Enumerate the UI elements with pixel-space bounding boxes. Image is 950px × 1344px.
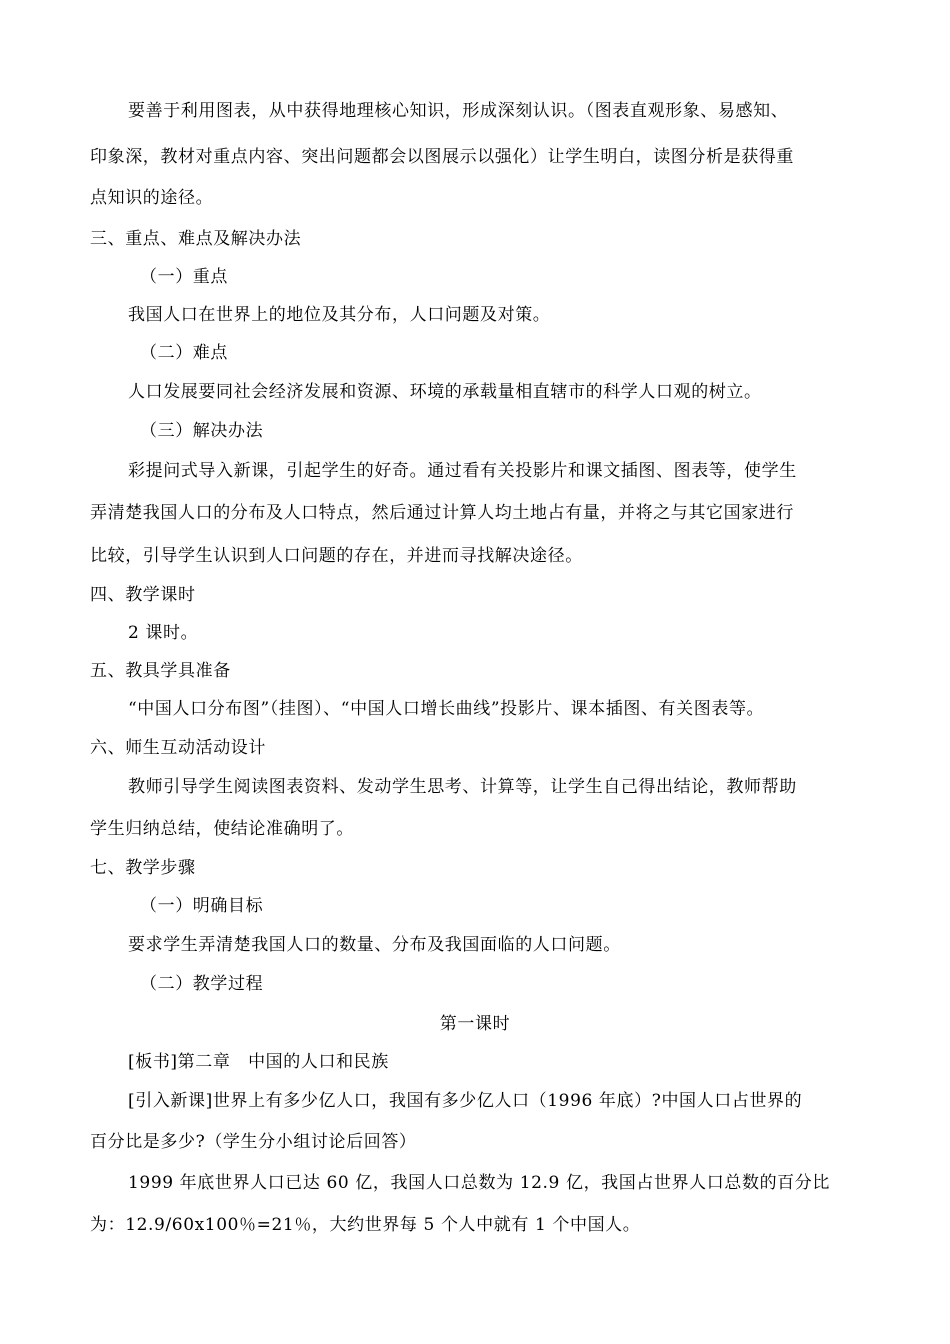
paragraph-line: 学生归纳总结，使结论准确明了。	[90, 819, 354, 839]
subsection-heading: （一）重点	[140, 267, 228, 287]
paragraph-line: 彩提问式导入新课，引起学生的好奇。通过看有关投影片和课文插图、图表等，使学生	[128, 461, 797, 481]
paragraph-line: “中国人口分布图”（挂图）、“中国人口增长曲线”投影片、课本插图、有关图表等。	[128, 699, 765, 719]
section-heading: 五、教具学具准备	[90, 661, 231, 681]
paragraph-line: 人口发展要同社会经济发展和资源、环境的承载量相直辖市的科学人口观的树立。	[128, 382, 762, 402]
paragraph-line: 比较，引导学生认识到人口问题的存在，并进而寻找解决途径。	[90, 546, 583, 566]
paragraph-line: 印象深，教材对重点内容、突出问题都会以图展示以强化）让学生明白，读图分析是获得重	[90, 147, 794, 167]
subsection-heading: （三）解决办法	[140, 421, 264, 441]
lesson-title: 第一课时	[439, 1014, 511, 1034]
section-heading: 三、重点、难点及解决办法	[90, 229, 302, 249]
section-heading: 六、师生互动活动设计	[90, 738, 266, 758]
paragraph-line: 要求学生弄清楚我国人口的数量、分布及我国面临的人口问题。	[128, 935, 621, 955]
subsection-heading: （二）难点	[140, 343, 228, 363]
subsection-heading: （一）明确目标	[140, 896, 264, 916]
paragraph-line: 教师引导学生阅读图表资料、发动学生思考、计算等，让学生自己得出结论，教师帮助	[128, 777, 797, 797]
paragraph-line: 2 课时。	[128, 623, 199, 643]
section-heading: 四、教学课时	[90, 585, 196, 605]
paragraph-line: 点知识的途径。	[90, 188, 214, 208]
section-heading: 七、教学步骤	[90, 858, 196, 878]
subsection-heading: （二）教学过程	[140, 974, 264, 994]
blackboard-line: [板书]第二章 中国的人口和民族	[128, 1052, 389, 1072]
paragraph-line: 我国人口在世界上的地位及其分布，人口问题及对策。	[128, 305, 551, 325]
paragraph-line: [引入新课]世界上有多少亿人口，我国有多少亿人口（1996 年底）?中国人口占世界的	[128, 1091, 803, 1111]
paragraph-line: 为：12.9/60x100％=21％，大约世界每 5 个人中就有 1 个中国人。	[90, 1215, 641, 1235]
paragraph-line: 要善于利用图表，从中获得地理核心知识，形成深刻认识。（图表直观形象、易感知、	[128, 101, 789, 121]
paragraph-line: 百分比是多少?（学生分小组讨论后回答）	[90, 1132, 417, 1152]
paragraph-line: 1999 年底世界人口已达 60 亿，我国人口总数为 12.9 亿，我国占世界人口总数的百分比	[128, 1173, 830, 1193]
paragraph-line: 弄清楚我国人口的分布及人口特点，然后通过计算人均土地占有量，并将之与其它国家进行	[90, 503, 794, 523]
